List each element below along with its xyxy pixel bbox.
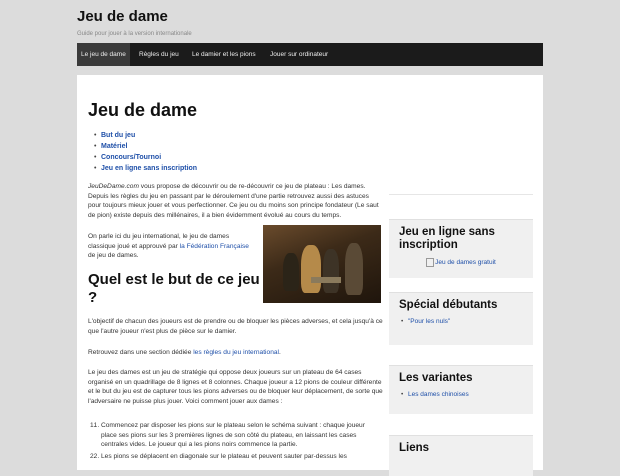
strategy-paragraph: Le jeu des dames est un jeu de stratégie qui oppose deux joueurs sur un plateau de 64 cases organisé en un quadrillage de 8 lignes et 8 colonnes. Chaque joueur a 12 pions de couleur différente et le but du jeu est de capturer tous les pions adverses ou de bloquer leur déplacement, de sorte que l'adversaire ne puisse plus jouer. Voici comment jouer aux dames : [88,369,383,405]
nav-item-damier[interactable]: Le damier et les pions [192,51,256,58]
intro-paragraph [88,182,383,220]
rules-text-end: . [279,349,281,356]
widget-list [389,318,533,325]
toc-link-concours[interactable]: Concours/Tournoi [101,154,162,161]
list-item: 1. 1. Commencez par disposer les pions sur le plateau selon le schéma suivant : chaque joueur place ses pions sur les 3 premières lignes de son côté du plateau, en laissant les cases centrales vides. Le joueur qui a les pions noirs commence la partie. [101,421,371,450]
federation-link[interactable]: la Fédération Française [179,242,249,250]
federation-paragraph [88,232,258,261]
main-nav [77,43,543,66]
widget-title: Spécial débutants [399,299,498,311]
objective-paragraph: L'objectif de chacun des joueurs est de prendre ou de bloquer les pièces adverses, et cela jusqu'à ce que l'autre joueur n'est plus de pièce sur le damier. [88,318,383,335]
step-text: Commencez par disposer les pions sur le plateau selon le schéma suivant : chaque joueur place ses pions sur les 3 premières lignes de son côté du plateau, en laissant les cases centrales vides. Le joueur qui a les pions noirs commence la partie. [101,422,365,449]
broken-image-icon [426,258,434,267]
federation-text: On parle ici du jeu international, le jeu de dames classique joué et approuvé par [88,233,230,250]
steps-list [90,421,371,463]
step-text: Les pions se déplacent en diagonale sur le plateau et peuvent sauter par-dessus les [101,452,347,460]
list-item: 2. 2. Les pions se déplacent en diagonale sur le plateau et peuvent sauter par-dessus les [101,452,371,462]
sidebar-widget-variants [389,365,533,414]
nav-item-jeu-de-dame[interactable]: Le jeu de dame [77,43,130,66]
nav-item-regles[interactable]: Règles du jeu [139,51,179,58]
intro-site-name: JeuDeDame.com [88,183,139,190]
sidebar-widget-online [389,219,533,278]
toc-item [101,163,197,174]
sidebar-widget-beginners [389,292,533,345]
widget-title: Liens [399,442,430,454]
sidebar-divider [389,194,533,195]
intro-text: vous propose de découvrir ou de re-découvrir ce jeu de plateau : Les dames. Depuis les règles du jeu en passant par le déroulement d'une partie retrouvez aussi des astuces pour toujours mieux jouer et vous perfectionner. Ce jeu ou du moins son principe fondateur (Le saut de pion) existe depuis des millénaires, il a bien évidemment évolué au cours du temps. [88,183,379,219]
rules-text: Retrouvez dans une section dédiée [88,349,194,356]
sidebar-widget-links [389,435,533,476]
site-title[interactable]: Jeu de dame [77,8,168,25]
free-game-image-link[interactable] [389,252,533,267]
widget-title: Jeu en ligne sans inscription [399,226,495,251]
toc-item [101,141,197,152]
rules-paragraph [88,348,383,358]
toc-link-but[interactable]: But du jeu [101,132,136,139]
federation-text-end: de jeu de dames. [88,252,139,260]
widget-title: Les variantes [399,372,473,384]
toc-link-en-ligne[interactable]: Jeu en ligne sans inscription [101,165,198,172]
site-description: Guide pour jouer à la version internationale [77,31,192,37]
page-title: Jeu de dame [88,100,198,120]
rules-link[interactable]: les règles du jeu international [193,349,279,356]
section-title: Quel est le but de ce jeu ? [88,271,260,306]
main-content [77,75,543,470]
painting-image [263,225,381,303]
toc-item [101,152,197,163]
nav-item-ordinateur[interactable]: Jouer sur ordinateur [270,51,329,58]
dames-chinoises-link[interactable]: Les dames chinoises [408,391,469,398]
list-item [408,391,533,398]
toc-link-materiel[interactable]: Matériel [101,143,128,150]
widget-list [389,391,533,398]
table-of-contents [101,130,197,174]
image-alt-text: Jeu de dames gratuit [435,259,496,267]
toc-item [101,130,197,141]
pour-les-nuls-link[interactable]: "Pour les nuls" [408,318,451,325]
list-item [408,318,533,325]
